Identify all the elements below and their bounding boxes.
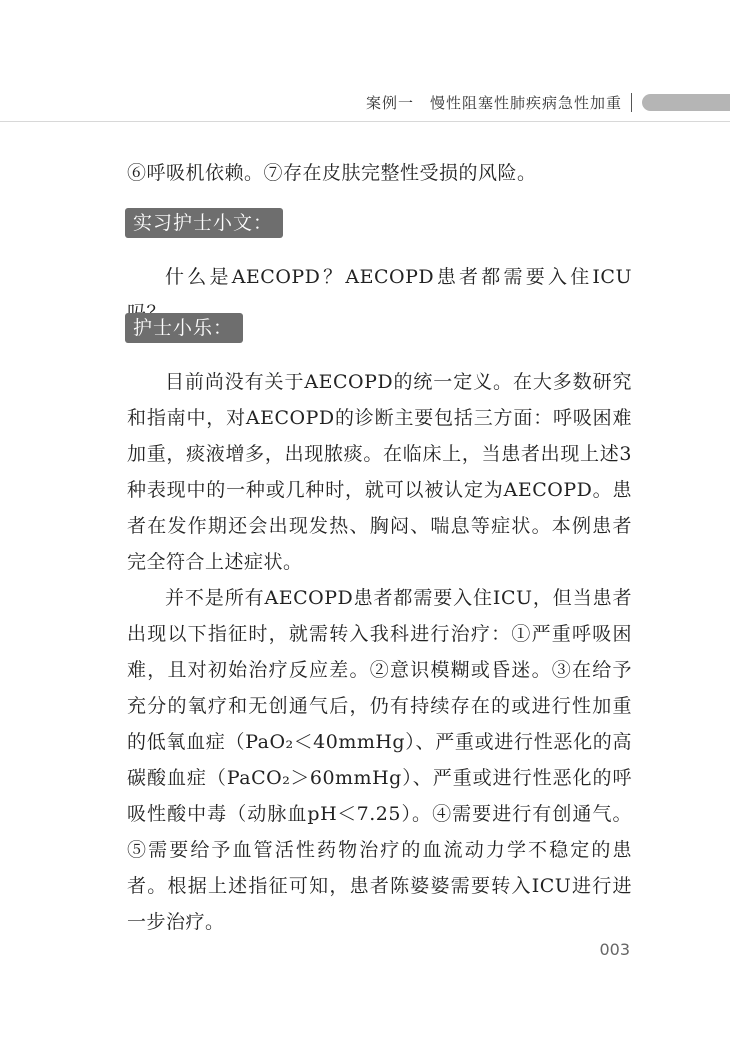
header-tab-decoration [642,94,730,111]
header-divider [631,93,632,112]
running-title: 案例一 慢性阻塞性肺疾病急性加重 [365,94,622,112]
question-speaker-tag: 实习护士小文： [125,208,283,238]
answer-paragraph-1: 目前尚没有关于AECOPD的统一定义。在大多数研究和指南中，对AECOPD的诊断主要包括三方面：呼吸困难加重，痰液增多，出现脓痰。在临床上，当患者出现上述3种表现中的一种或几种时，就可以被认定为AECOPD。患者在发作期还会出现发热、胸闷、喘息等症状。本例患者完全符合上述症状。 [127,371,632,573]
page-number: 003 [599,940,630,959]
text-line-top: ⑥呼吸机依赖。⑦存在皮肤完整性受损的风险。 [127,162,537,184]
answer-speaker-tag: 护士小乐： [125,313,243,343]
running-header [0,88,730,118]
question-text: 什么是AECOPD？AECOPD患者都需要入住ICU [165,266,632,288]
answer-paragraph-2: 并不是所有AECOPD患者都需要入住ICU，但当患者出现以下指征时，就需转入我科进行治疗：①严重呼吸困难，且对初始治疗反应差。②意识模糊或昏迷。③在给予充分的氧疗和无创通气后，仍有持续存在的或进行性加重的低氧血症（PaO₂＜40mmHg）、严重或进行性恶化的高碳酸血症（PaCO₂＞60mmHg）、严重或进行性恶化的呼吸性酸中毒（动脉血pH＜7.25）。④需要进行有创通气。⑤需要给予血管活性药物治疗的血流动力学不稳定的患者。根据上述指征可知，患者陈婆婆需要转入ICU进行进一步治疗。 [127,587,632,933]
header-rule [0,121,730,122]
